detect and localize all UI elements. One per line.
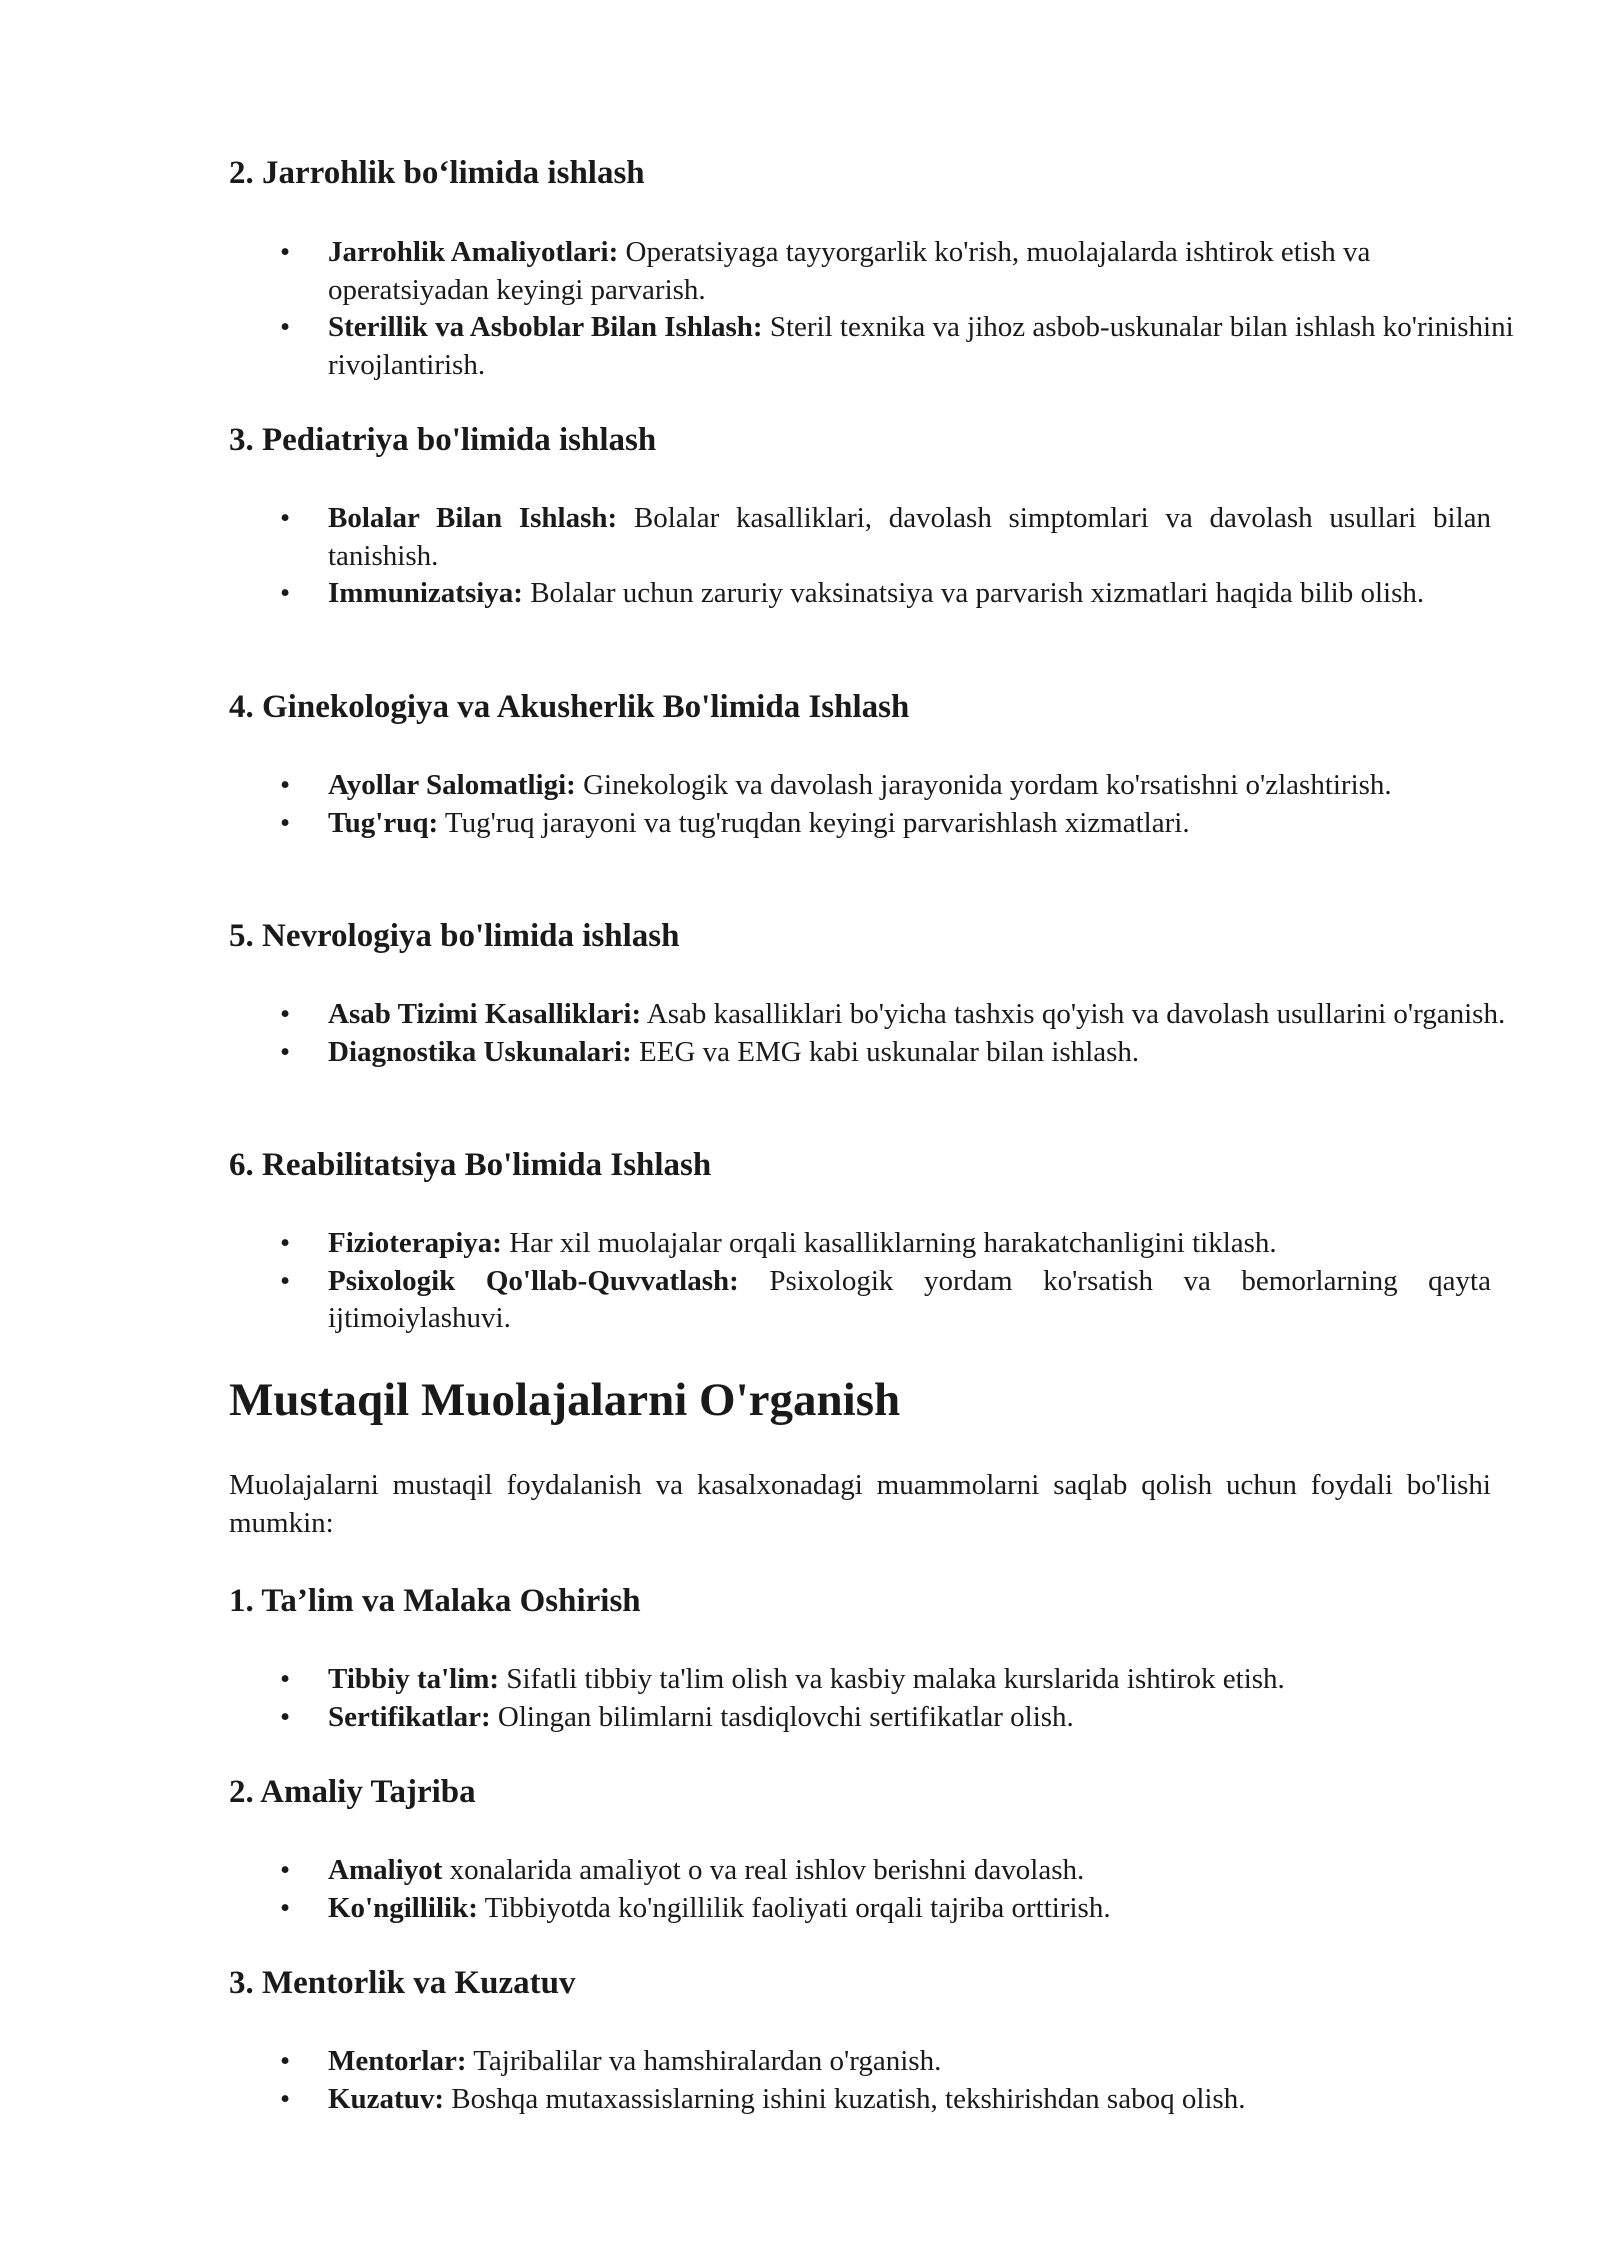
section-heading: 1. Ta’lim va Malaka Oshirish <box>229 1583 641 1619</box>
section-heading: 3. Pediatriya bo'limida ishlash <box>229 422 657 458</box>
section-heading: 6. Reabilitatsiya Bo'limida Ishlash <box>229 1147 712 1183</box>
section-heading: 5. Nevrologiya bo'limida ishlash <box>229 918 680 954</box>
item-label: Asab Tizimi Kasalliklari: <box>328 998 642 1030</box>
item-label: Ko'ngillilik: <box>328 1891 478 1924</box>
bullet-list <box>229 2043 1519 2118</box>
item-text: Har xil muolajalar orqali kasalliklarning harakatchanligini tiklash. <box>501 1227 1277 1259</box>
item-label: Sertifikatlar: <box>328 1700 491 1733</box>
item-label: Ayollar Salomatligi: <box>328 769 576 801</box>
bullet-icon: • <box>280 236 291 268</box>
item-text: Operatsiyaga tayyorgarlik ko'rish, muolajalarda ishtirok etish va operatsiyadan keyingi parvarish. <box>328 236 1371 306</box>
bullet-list <box>229 1661 1519 1736</box>
bullet-list <box>229 996 1519 1071</box>
item-text: Tug'ruq jarayoni va tug'ruqdan keyingi parvarishlash xizmatlari. <box>438 806 1190 839</box>
list-item <box>229 575 1491 613</box>
list-item <box>229 996 1519 1034</box>
item-text: Steril texnika va jihoz asbob-uskunalar bilan ishlash ko'rinishini rivojlantirish. <box>328 311 1514 381</box>
item-label: Tibbiy ta'lim: <box>328 1663 500 1695</box>
list-item <box>229 1661 1519 1699</box>
intro-paragraph: Muolajalarni mustaqil foydalanish va kasalxonadagi muammolarni saqlab qolish uchun foydali bo'lishi mumkin: <box>229 1469 1491 1539</box>
list-item <box>229 234 1519 309</box>
item-text: Tajribalilar va hamshiralardan o'rganish. <box>466 2045 942 2077</box>
bullet-list <box>229 1852 1519 1927</box>
bullet-icon: • <box>280 1663 291 1695</box>
main-heading: Mustaqil Muolajalarni O'rganish <box>229 1374 901 1426</box>
list-item <box>229 1034 1519 1072</box>
list-item <box>229 1225 1519 1263</box>
item-label: Fizioterapiya: <box>328 1227 502 1259</box>
item-label: Immunizatsiya: <box>328 577 523 609</box>
item-label: Amaliyot <box>328 1854 443 1886</box>
item-text: Tibbiyotda ko'ngillilik faoliyati orqali tajriba orttirish. <box>477 1891 1111 1924</box>
item-text: Ginekologik va davolash jarayonida yordam ko'rsatishni o'zlashtirish. <box>575 769 1392 801</box>
item-label: Diagnostika Uskunalari: <box>328 1035 632 1068</box>
list-item <box>229 2081 1519 2119</box>
list-item <box>229 1263 1491 1338</box>
list-item <box>229 1890 1519 1928</box>
item-text: Olingan bilimlarni tasdiqlovchi sertifikatlar olish. <box>490 1700 1074 1733</box>
bullet-icon: • <box>280 998 291 1030</box>
bullet-list <box>229 234 1519 384</box>
list-item <box>229 1699 1519 1737</box>
bullet-icon: • <box>280 311 291 343</box>
bullet-icon: • <box>280 1264 291 1297</box>
item-text: Asab kasalliklari bo'yicha tashxis qo'yish va davolash usullarini o'rganish. <box>641 998 1506 1030</box>
item-label: Mentorlar: <box>328 2045 467 2077</box>
section-heading: 2. Jarrohlik bo‘limida ishlash <box>229 155 645 191</box>
item-text: EEG va EMG kabi uskunalar bilan ishlash. <box>631 1035 1140 1068</box>
list-item <box>229 767 1491 805</box>
item-text: Sifatli tibbiy ta'lim olish va kasbiy malaka kurslarida ishtirok etish. <box>499 1663 1285 1695</box>
bullet-icon: • <box>280 769 291 801</box>
bullet-icon: • <box>280 806 291 839</box>
section-heading: 4. Ginekologiya va Akusherlik Bo'limida Ishlash <box>229 689 910 725</box>
item-label: Tug'ruq: <box>328 806 439 839</box>
bullet-icon: • <box>280 2082 291 2115</box>
item-label: Bolalar Bilan Ishlash: <box>328 502 618 534</box>
item-text: xonalarida amaliyot o va real ishlov berishni davolash. <box>442 1854 1085 1886</box>
item-text: Bolalar uchun zaruriy vaksinatsiya va parvarish xizmatlari haqida bilib olish. <box>522 577 1425 609</box>
list-item <box>229 309 1519 384</box>
list-item <box>229 805 1519 843</box>
bullet-list <box>229 767 1519 842</box>
bullet-icon: • <box>280 1854 291 1886</box>
list-item <box>229 500 1491 575</box>
bullet-icon: • <box>280 577 291 609</box>
item-text: Psixologik yordam ko'rsatish va bemorlarning qayta ijtimoiylashuvi. <box>328 1264 1491 1334</box>
section-heading: 3. Mentorlik va Kuzatuv <box>229 1965 576 2001</box>
item-label: Jarrohlik Amaliyotlari: <box>328 236 619 268</box>
item-text: Bolalar kasalliklari, davolash simptomlari va davolash usullari bilan tanishish. <box>328 502 1492 572</box>
item-label: Sterillik va Asboblar Bilan Ishlash: <box>328 311 763 343</box>
list-item <box>229 2043 1519 2081</box>
bullet-icon: • <box>280 1227 291 1259</box>
item-label: Psixologik Qo'llab-Quvvatlash: <box>328 1264 739 1297</box>
bullet-list <box>229 1225 1519 1338</box>
list-item <box>229 1852 1519 1890</box>
bullet-icon: • <box>280 502 291 534</box>
item-label: Kuzatuv: <box>328 2082 444 2115</box>
section-heading: 2. Amaliy Tajriba <box>229 1774 476 1810</box>
item-text: Boshqa mutaxassislarning ishini kuzatish, tekshirishdan saboq olish. <box>444 2082 1246 2115</box>
bullet-icon: • <box>280 2045 291 2077</box>
bullet-icon: • <box>280 1035 291 1068</box>
bullet-list <box>229 500 1519 613</box>
bullet-icon: • <box>280 1700 291 1733</box>
bullet-icon: • <box>280 1891 291 1924</box>
